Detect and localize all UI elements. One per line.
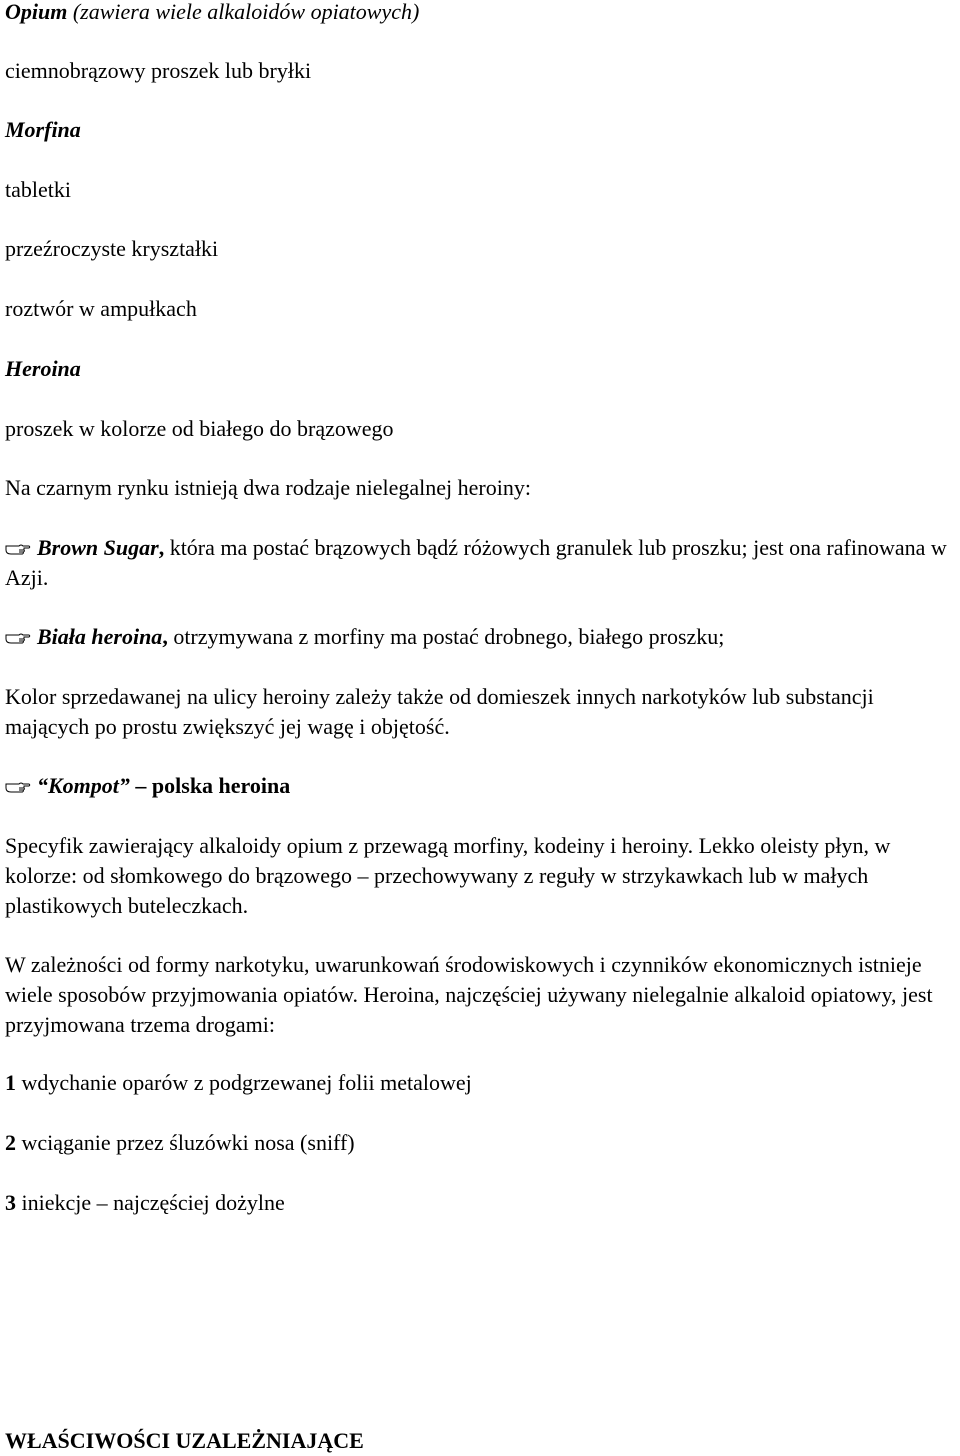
pointing-hand-icon [5, 629, 31, 645]
heroina-heading: Heroina [5, 356, 81, 381]
biala-heroina-item [5, 622, 724, 652]
route-item-1 [5, 1068, 472, 1098]
kompot-suffix: – polska heroina [129, 773, 291, 798]
opium-form: ciemnobrązowy proszek lub bryłki [5, 58, 312, 83]
morfina-form-1: tabletki [5, 177, 71, 202]
opium-line [5, 0, 419, 27]
opium-note: (zawiera wiele alkaloidów opiatowych) [67, 0, 420, 24]
route-text-3: iniekcje – najczęściej dożylne [16, 1190, 285, 1215]
route-number-1: 1 [5, 1070, 16, 1095]
brown-sugar-name: Brown Sugar [37, 535, 159, 560]
routes-intro: W zależności od formy narkotyku, uwarunkowań środowiskowych i czynników ekonomicznych istnieje wiele sposobów przyjmowania opiatów. Heroina, najczęściej używany nielegalnie alkaloid opiatowy, jest przyjmowana trzema drogami: [5, 952, 933, 1037]
biala-heroina-text: otrzymywana z morfiny ma postać drobnego, białego proszku; [167, 624, 725, 649]
route-item-3 [5, 1188, 285, 1218]
biala-heroina-name: Biała heroina [37, 624, 163, 649]
pointing-hand-icon [5, 778, 31, 794]
kompot-name: “Kompot” [37, 773, 130, 798]
kompot-description: Specyfik zawierający alkaloidy opium z przewagą morfiny, kodeiny i heroiny. Lekko oleisty płyn, w kolorze: od słomkowego do brązowego – przechowywany z reguły w strzykawkach lub w małych plastikowych buteleczkach. [5, 833, 891, 918]
brown-sugar-item [5, 533, 960, 593]
route-number-2: 2 [5, 1130, 16, 1155]
morfina-form-2: przeźroczyste kryształki [5, 236, 219, 261]
brown-sugar-comma: , [158, 535, 165, 560]
pointing-hand-icon [5, 540, 31, 556]
kompot-item [5, 771, 290, 801]
route-item-2 [5, 1128, 355, 1158]
black-market-intro: Na czarnym rynku istnieją dwa rodzaje nielegalnej heroiny: [5, 475, 531, 500]
route-text-2: wciąganie przez śluzówki nosa (sniff) [16, 1130, 355, 1155]
brown-sugar-text: która ma postać brązowych bądź różowych granulek lub proszku; jest ona rafinowana w Azji. [5, 535, 947, 590]
opium-name: Opium [5, 0, 68, 24]
route-number-3: 3 [5, 1190, 16, 1215]
morfina-form-3: roztwór w ampułkach [5, 296, 197, 321]
color-note: Kolor sprzedawanej na ulicy heroiny zależy także od domieszek innych narkotyków lub substancji mających po prostu zwiększyć jej wagę i objętość. [5, 684, 874, 739]
section-heading: WŁAŚCIWOŚCI UZALEŻNIAJĄCE [5, 1428, 364, 1453]
biala-heroina-comma: , [162, 624, 168, 649]
heroina-form: proszek w kolorze od białego do brązowego [5, 416, 394, 441]
morfina-heading: Morfina [5, 117, 81, 142]
route-text-1: wdychanie oparów z podgrzewanej folii metalowej [16, 1070, 472, 1095]
